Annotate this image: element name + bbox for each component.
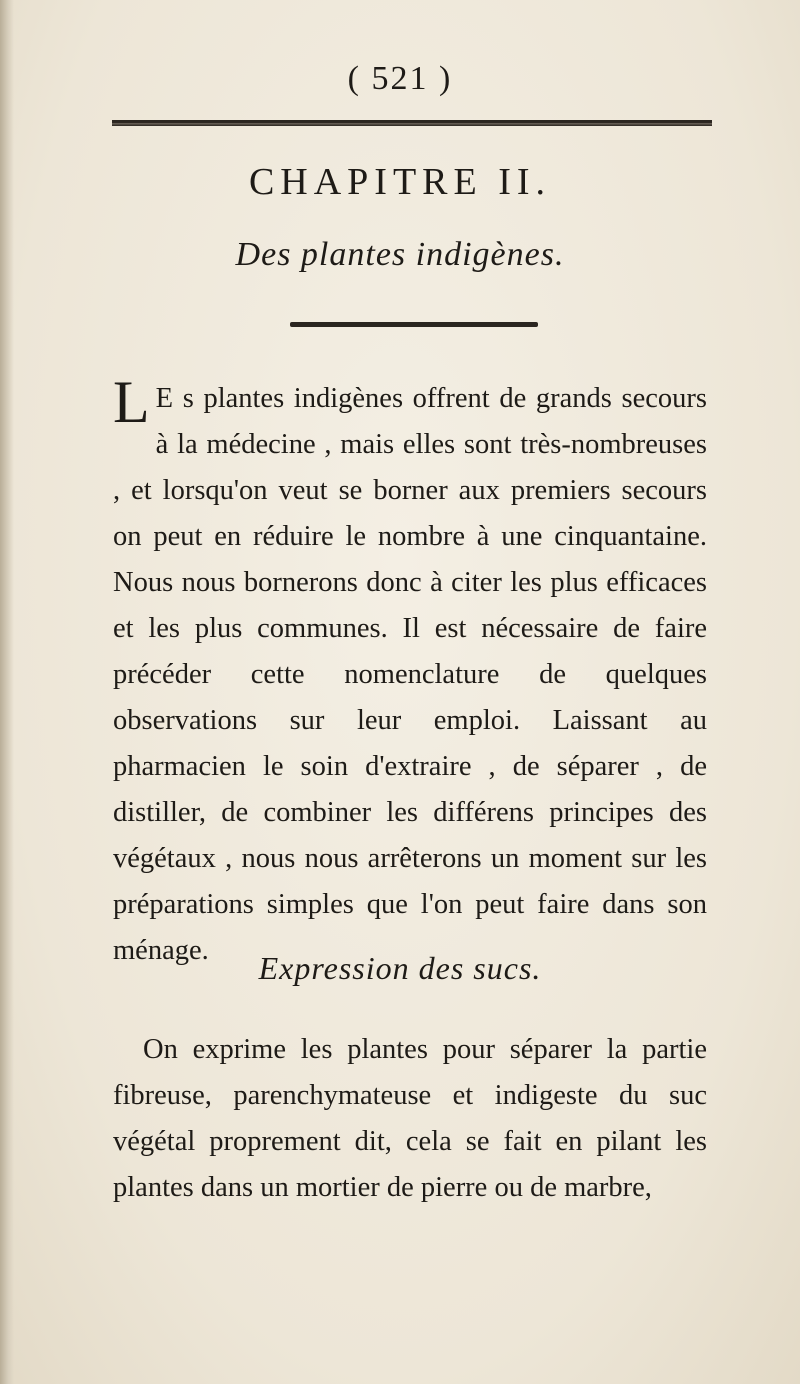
chapter-title: CHAPITRE II.: [248, 161, 552, 203]
page-edge-shadow: [0, 0, 14, 1384]
paragraph-expression: On exprime les plantes pour séparer la partie fibreuse, parenchymateuse et indigeste du suc végétal proprement dit, cela se fait en pilant les plantes dans un mortier de pierre ou de marbre,: [113, 1034, 707, 1203]
chapter-subtitle: Des plantes indigènes.: [235, 236, 565, 273]
paragraph-intro-text: E s plantes indigènes offrent de grands secours à la médecine , mais elles sont très-nombreuses , et lorsqu'on veut se borner aux premiers secours on peut en réduire le nombre à une cinquantaine. Nous nous bornerons donc à citer les plus efficaces et les plus communes. Il est nécessaire de faire précéder cette nomenclature de quelques observations sur leur emploi. Laissant au pharmacien le soin d'extraire , de séparer , de distiller, de combiner les différens principes des végétaux , nous nous arrêterons un moment sur les préparations simples que l'on peut faire dans son ménage.: [113, 383, 707, 966]
page-number: ( 521 ): [347, 60, 453, 97]
paragraph-intro: [113, 369, 707, 974]
section-heading: Expression des sucs.: [258, 950, 542, 986]
separator-rule: [290, 322, 538, 327]
drop-cap: L: [113, 369, 150, 435]
top-rule: [112, 120, 712, 126]
